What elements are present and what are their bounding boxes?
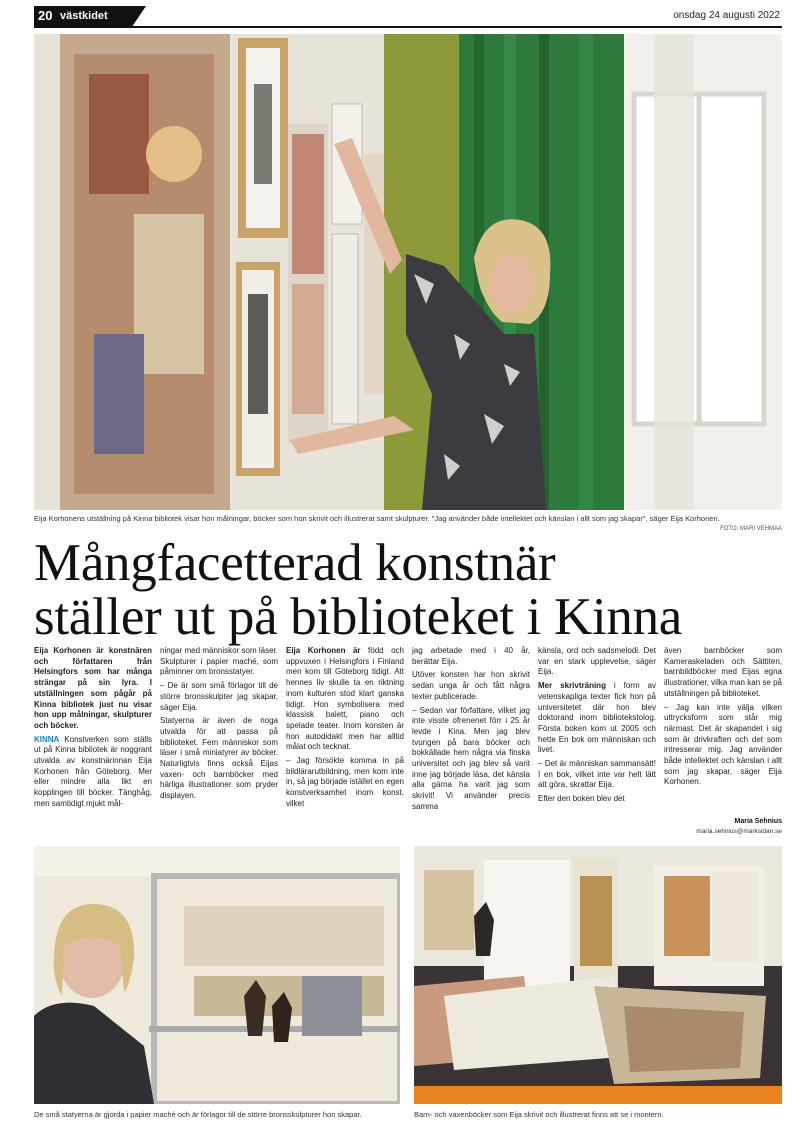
article-text: Statyerna är även de nogа utvalda för att passa på biblioteket. Fem människor som läser i små miniatyrer av böcker. Naturligtvis finns också Eijas vaxen- och barnböcker med härliga illustrationer som pryder displayen. — [160, 716, 278, 801]
article-column-6 — [664, 646, 782, 791]
subhead-start: Mer skrivträning — [538, 681, 606, 691]
bottom-left-photo — [34, 846, 400, 1104]
headline — [34, 536, 794, 644]
byline-name: Maria Sehnius — [734, 818, 782, 825]
header-rule — [34, 26, 782, 28]
article-text: ningar med människor som läser. Skulpturer i papier maché, som påminner om bronsstatyer. — [160, 646, 278, 677]
article-text: – Det är människan sammansätt! I en bok, vilket inte var helt lätt att göra, skrattar Eija. — [538, 759, 656, 790]
top-photo-caption: Eija Korhonens utställning på Kinna bibliotek visar hon målningar, böcker som hon skrivit och illustrerat samt skulpturer. "Jag använder både intellektet och känslan i allt som jag skapar", säger Eija Korhonen. — [34, 514, 720, 523]
artist-with-display-case-illustration — [34, 846, 400, 1104]
article-text: jag arbetade med i 40 år, berättar Eija. — [412, 646, 530, 666]
bottom-right-photo — [414, 846, 782, 1104]
headline-line-1: Mångfacetterad konstnär — [34, 534, 556, 592]
headline-line-2: ställer ut på biblioteket i Kinna — [34, 588, 683, 646]
subhead-start: Eija Korhonen är — [286, 646, 361, 655]
article-column-4 — [412, 646, 530, 816]
issue-date: onsdag 24 augusti 2022 — [673, 10, 780, 21]
books-on-display-illustration — [414, 846, 782, 1104]
bottom-left-caption: De små statyerna är gjorda i papier maché och är förlagor till de större bronsskulpturer hon skapar. — [34, 1110, 362, 1119]
article-text: – Jag försökte komma in på bildlärarutbildning, men kom inte in, så jag började istället en egen konstverksamhet inom konst, vilket — [286, 756, 404, 808]
article-text: – De är som små förlagor till de större bronsskulpter jag skapar, säger Eija. — [160, 681, 278, 712]
artist-hanging-art-illustration — [34, 34, 782, 510]
article-column-3 — [286, 646, 404, 813]
page-number: 20 — [38, 8, 53, 23]
byline-email: maria.sehnius@marksidan.se — [696, 828, 782, 835]
article-text: Efter den boken blev det — [538, 794, 625, 804]
article-lead: Eija Korhonen är konstnären och författaren från Helsingfors som har många strängar på sin lyra. I utställningen som pågår på Kinna bibliotek just nu visar hon upp målningar, skulpturer och böcker. — [34, 646, 152, 730]
top-photo-credit: FOTO: MARI VEHMAA — [720, 526, 782, 532]
article-text: född och uppvuxen i Helsingfors i Finland men kom till Göteborg tidigt. Att hennes liv skulle ta en riktning inom kulturen stod klart ganska tidigt. Hon symbolisera med klassisk balett, piano och spelade teater. Inom konsten är hon autodidakt men har alltid målat och tecknat. — [286, 646, 404, 752]
article-text: känsla, ord och sadsmelodi. Det var en stark upplevelse, säger Eija. — [538, 646, 656, 677]
article-column-1 — [34, 646, 152, 813]
section-name: västkidet — [60, 10, 108, 22]
article-text: i form av vetenskapliga texter fick hon på universitetet där hon blev doktorand inom bibliotekstolog. Första boken kom ut 2005 och hette En bok om människan och livet. — [538, 681, 656, 755]
article-column-5 — [538, 646, 656, 808]
article-column-2 — [160, 646, 278, 805]
article-text: även barnböcker som Kameraskeladen och Sättiten, barnbildböcker med Eijas egna illustrationer, vilka man kan se på utställningen på biblioteket. — [664, 646, 782, 698]
top-photo — [34, 34, 782, 510]
article-text: – Sedan var författare, vilket jag inte visste ofrenenet förr i 25 år levde i Kina. Men jag blev tvungen på bara böcker och bokkällade hem några via finska universitet och jag blev så varit inne jag började läsa, det känsla alla gärna ha varit jag som skrivit! Vi använder precis samma — [412, 705, 530, 811]
article-text: Utöver konsten har hon skrivit sedan unga år och fått några texter publicerade. — [412, 670, 530, 701]
article-text: – Jag kan inte välja vilken uttrycksform som står mig närmast. Det är skapandet i sig som är drivkraften och det som intresserar mig. Jag använder både intellektet och känslan i allt som jag skapar, säger Eija Korhonen. — [664, 702, 782, 787]
bottom-right-caption: Barn- och vaxenböcker som Eija skrivit och illustrerat finns att se i montern. — [414, 1110, 664, 1119]
dateline: KINNA — [34, 734, 60, 744]
article-text: Konstverken som ställs ut på Kinna bibliotek är noggrant utvalda av konstnärinnan Eija Korhonen från Göteborg. Mer eller mindre alla likt en kopplingen till böcker. Tänghåg, men samtidigt mjukt mål- — [34, 734, 152, 808]
